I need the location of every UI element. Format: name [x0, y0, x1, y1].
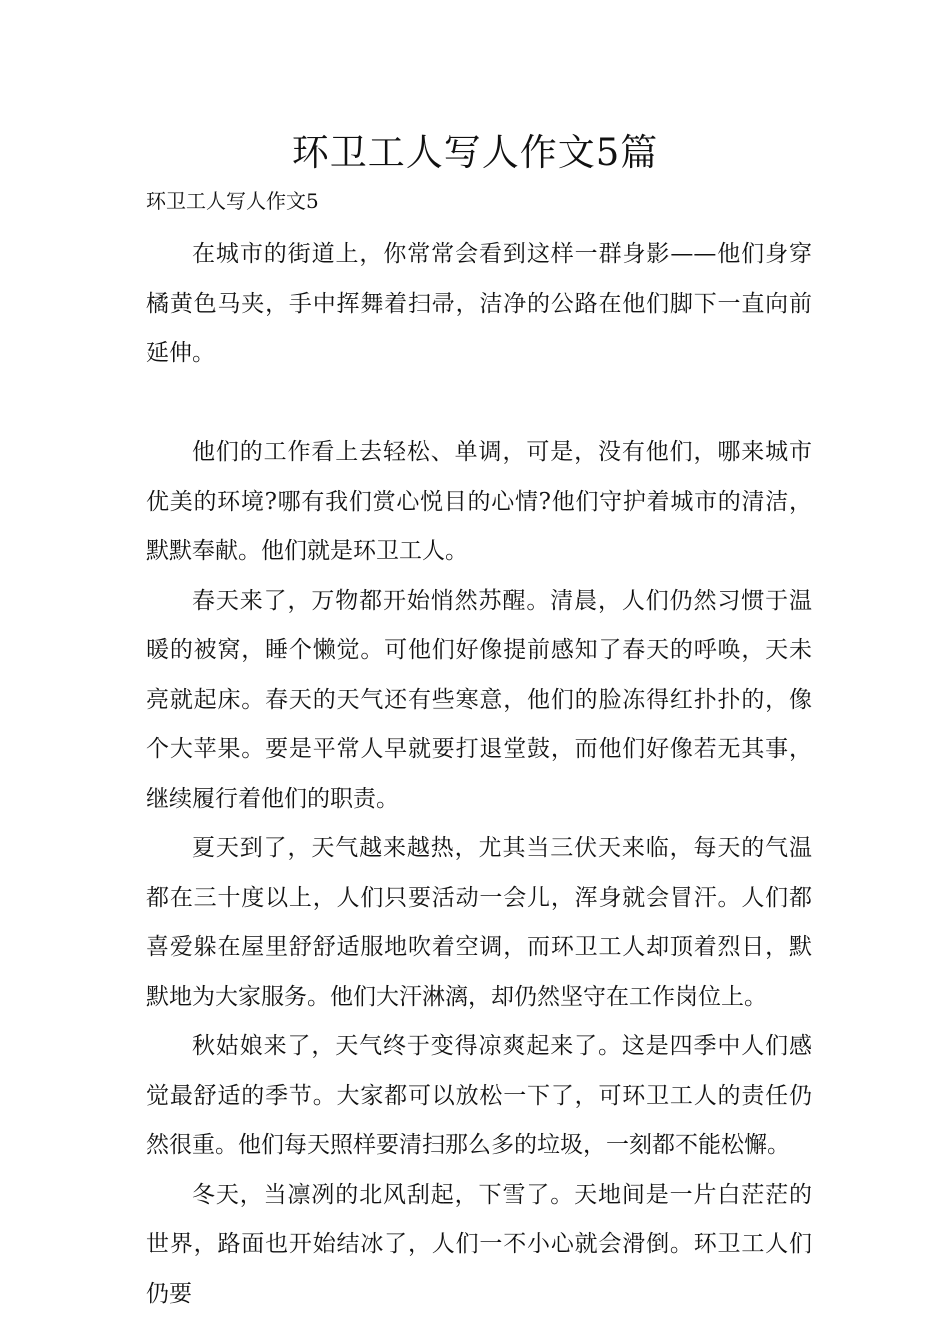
document-subtitle: 环卫工人写人作文5 — [146, 189, 319, 213]
paragraph-6: 冬天，当凛冽的北风刮起，下雪了。天地间是一片白茫茫的世界，路面也开始结冰了，人们一不小心就会滑倒。环卫工人们仍要 — [146, 1181, 812, 1307]
paragraph-4: 夏天到了，天气越来越热，尤其当三伏天来临，每天的气温都在三十度以上，人们只要活动一会儿，浑身就会冒汗。人们都喜爱躲在屋里舒舒适服地吹着空调，而环卫工人却顶着烈日，默默地为大家服务。他们大汗淋漓，却仍然坚守在工作岗位上。 — [146, 835, 812, 1010]
paragraph-1: 在城市的街道上，你常常会看到这样一群身影——他们身穿橘黄色马夹，手中挥舞着扫帚，洁净的公路在他们脚下一直向前延伸。 — [146, 241, 812, 366]
document-body — [146, 230, 812, 1319]
paragraph-2: 他们的工作看上去轻松、单调，可是，没有他们，哪来城市优美的环境?哪有我们赏心悦目的心情?他们守护着城市的清洁，默默奉献。他们就是环卫工人。 — [146, 439, 812, 564]
document-title: 环卫工人写人作文5篇 — [291, 131, 659, 174]
paragraph-3: 春天来了，万物都开始悄然苏醒。清晨，人们仍然习惯于温暖的被窝，睡个懒觉。可他们好像提前感知了春天的呼唤，天未亮就起床。春天的天气还有些寒意，他们的脸冻得红扑扑的，像个大苹果。要是平常人早就要打退堂鼓，而他们好像若无其事，继续履行着他们的职责。 — [146, 587, 812, 812]
paragraph-5: 秋姑娘来了，天气终于变得凉爽起来了。这是四季中人们感觉最舒适的季节。大家都可以放松一下了，可环卫工人的责任仍然很重。他们每天照样要清扫那么多的垃圾，一刻都不能松懈。 — [146, 1033, 812, 1158]
